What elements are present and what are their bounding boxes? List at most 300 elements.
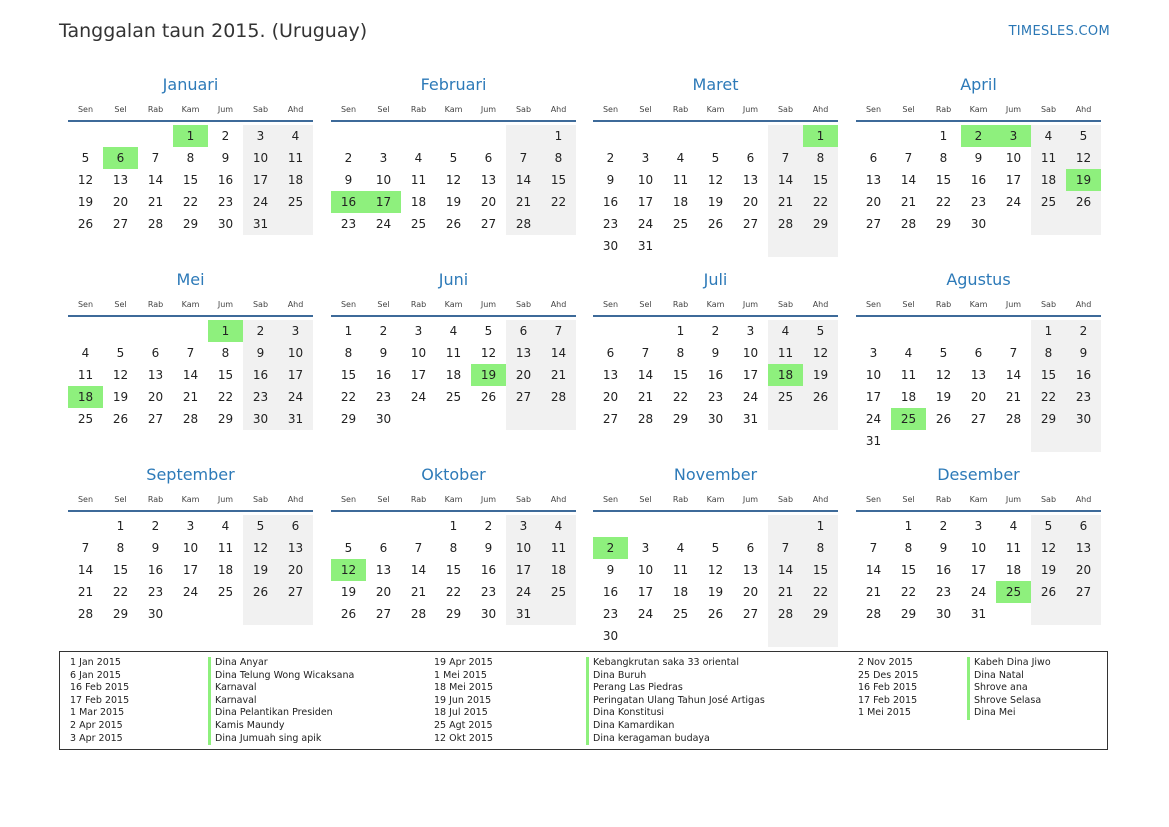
legend-holiday-name: Kabeh Dina Jiwo	[967, 657, 1051, 670]
weekend-shade	[541, 408, 576, 430]
legend-holiday-name: Peringatan Ulang Tahun José Artigas	[586, 695, 765, 708]
weekday-label: Rab	[672, 105, 689, 114]
calendar-date: 25	[217, 585, 234, 599]
calendar-date: 22	[445, 585, 462, 599]
weekday-label: Sab	[252, 300, 269, 309]
weekday-label: Sel	[114, 495, 127, 504]
month-name: Januari	[162, 75, 219, 94]
weekend-shade	[1031, 430, 1066, 452]
calendar-date: 11	[217, 541, 234, 555]
calendar-date: 20	[112, 195, 129, 209]
calendar-date: 11	[410, 173, 427, 187]
calendar-date: 2	[243, 320, 278, 342]
calendar-date: 26	[480, 390, 497, 404]
holiday-date: 3	[996, 125, 1031, 147]
calendar-date: 15	[803, 559, 838, 581]
calendar-date: 25	[445, 390, 462, 404]
month-divider	[593, 510, 838, 512]
calendar-date: 8	[116, 541, 125, 555]
calendar-date: 27	[1066, 581, 1101, 603]
calendar-date: 29	[217, 412, 234, 426]
calendar-date: 8	[939, 151, 948, 165]
calendar-date: 5	[344, 541, 353, 555]
calendar-date: 27	[480, 217, 497, 231]
calendar-date: 26	[445, 217, 462, 231]
weekend-shade	[1066, 430, 1101, 452]
calendar-date: 4	[449, 324, 458, 338]
holiday-date: 6	[103, 147, 138, 169]
calendar-date: 26	[707, 217, 724, 231]
calendar-date: 12	[112, 368, 129, 382]
calendar-date: 28	[541, 386, 576, 408]
calendar-date: 8	[449, 541, 458, 555]
month-desember	[856, 465, 1101, 655]
calendar-date: 1	[1031, 320, 1066, 342]
weekend-shade	[803, 235, 838, 257]
calendar-date: 16	[602, 195, 619, 209]
calendar-date: 30	[217, 217, 234, 231]
calendar-date: 27	[147, 412, 164, 426]
calendar-date: 31	[506, 603, 541, 625]
weekend-shade	[768, 125, 803, 147]
calendar-date: 29	[340, 412, 357, 426]
calendar-date: 10	[637, 173, 654, 187]
weekday-label: Sen	[77, 105, 94, 114]
calendar-date: 15	[803, 169, 838, 191]
month-juli	[593, 270, 838, 460]
calendar-date: 10	[506, 537, 541, 559]
weekend-shade	[803, 625, 838, 647]
calendar-date: 7	[151, 151, 160, 165]
month-divider	[593, 120, 838, 122]
calendar-date: 10	[278, 342, 313, 364]
weekday-label: Sen	[602, 495, 619, 504]
calendar-date: 22	[217, 390, 234, 404]
calendar-date: 10	[375, 173, 392, 187]
calendar-date: 19	[707, 585, 724, 599]
calendar-date: 21	[182, 390, 199, 404]
calendar-date: 17	[243, 169, 278, 191]
calendar-date: 22	[182, 195, 199, 209]
calendar-date: 9	[221, 151, 230, 165]
calendar-date: 19	[1031, 559, 1066, 581]
holiday-date: 2	[961, 125, 996, 147]
calendar-date: 24	[182, 585, 199, 599]
calendar-date: 7	[1009, 346, 1018, 360]
calendar-date: 26	[803, 386, 838, 408]
calendar-date: 8	[344, 346, 353, 360]
month-agustus	[856, 270, 1101, 460]
calendar-date: 20	[742, 585, 759, 599]
weekday-label: Ahd	[287, 105, 304, 114]
legend-holiday-name: Kebangkrutan saka 33 oriental	[586, 657, 739, 670]
calendar-date: 24	[742, 390, 759, 404]
calendar-date: 23	[375, 390, 392, 404]
calendar-date: 14	[77, 563, 94, 577]
calendar-date: 7	[869, 541, 878, 555]
legend-holiday-name: Dina keragaman budaya	[586, 733, 710, 746]
calendar-date: 31	[742, 412, 759, 426]
calendar-date: 7	[768, 147, 803, 169]
weekday-label: Rab	[147, 300, 164, 309]
calendar-date: 14	[147, 173, 164, 187]
calendar-date: 19	[243, 559, 278, 581]
calendar-date: 6	[484, 151, 493, 165]
calendar-date: 28	[865, 607, 882, 621]
calendar-date: 14	[768, 169, 803, 191]
calendar-date: 25	[410, 217, 427, 231]
calendar-date: 12	[1066, 147, 1101, 169]
calendar-date: 6	[869, 151, 878, 165]
calendar-date: 22	[803, 191, 838, 213]
calendar-date: 26	[243, 581, 278, 603]
calendar-date: 17	[1005, 173, 1022, 187]
holiday-date: 17	[366, 191, 401, 213]
calendar-date: 16	[1066, 364, 1101, 386]
calendar-date: 9	[606, 563, 615, 577]
legend-holiday-name: Perang Las Piedras	[586, 682, 683, 695]
calendar-date: 23	[1066, 386, 1101, 408]
calendar-date: 31	[637, 239, 654, 253]
calendar-date: 12	[707, 563, 724, 577]
calendar-date: 8	[221, 346, 230, 360]
calendar-date: 9	[344, 173, 353, 187]
calendar-date: 1	[449, 519, 458, 533]
calendar-date: 2	[711, 324, 720, 338]
calendar-date: 13	[506, 342, 541, 364]
calendar-date: 21	[147, 195, 164, 209]
calendar-date: 12	[77, 173, 94, 187]
calendar-date: 16	[217, 173, 234, 187]
calendar-date: 21	[637, 390, 654, 404]
weekday-label: Jum	[1005, 300, 1022, 309]
legend-holiday-name: Dina Pelantikan Presiden	[208, 707, 333, 720]
calendar-date: 14	[1005, 368, 1022, 382]
calendar-date: 24	[410, 390, 427, 404]
calendar-date: 18	[217, 563, 234, 577]
weekday-label: Kam	[969, 105, 988, 114]
weekend-shade	[1031, 213, 1066, 235]
weekday-label: Sab	[252, 495, 269, 504]
calendar-date: 20	[970, 390, 987, 404]
calendar-date: 7	[506, 147, 541, 169]
calendar-date: 5	[484, 324, 493, 338]
calendar-date: 14	[541, 342, 576, 364]
weekday-label: Sel	[114, 105, 127, 114]
calendar-date: 9	[711, 346, 720, 360]
calendar-date: 28	[77, 607, 94, 621]
month-divider	[856, 510, 1101, 512]
weekday-label: Ahd	[812, 300, 829, 309]
calendar-date: 15	[900, 563, 917, 577]
calendar-date: 2	[1066, 320, 1101, 342]
holiday-date: 19	[471, 364, 506, 386]
calendar-date: 7	[186, 346, 195, 360]
weekday-label: Sen	[340, 105, 357, 114]
calendar-date: 13	[375, 563, 392, 577]
weekday-label: Kam	[444, 495, 463, 504]
weekend-shade	[803, 408, 838, 430]
calendar-date: 4	[541, 515, 576, 537]
calendar-date: 22	[1031, 386, 1066, 408]
calendar-date: 29	[182, 217, 199, 231]
month-november	[593, 465, 838, 655]
weekend-shade	[768, 515, 803, 537]
legend-date: 1 Mei 2015	[434, 669, 487, 681]
weekday-label: Sel	[114, 300, 127, 309]
calendar-date: 12	[935, 368, 952, 382]
weekday-label: Sen	[77, 495, 94, 504]
weekday-label: Jum	[217, 105, 234, 114]
calendar-date: 8	[803, 537, 838, 559]
calendar-date: 11	[278, 147, 313, 169]
legend-holiday-name: Dina Buruh	[586, 670, 646, 683]
weekday-label: Sel	[639, 495, 652, 504]
calendar-date: 9	[379, 346, 388, 360]
calendar-date: 15	[182, 173, 199, 187]
calendar-date: 4	[221, 519, 230, 533]
weekday-label: Sel	[377, 300, 390, 309]
weekend-shade	[506, 408, 541, 430]
calendar-date: 4	[676, 541, 685, 555]
calendar-date: 11	[77, 368, 94, 382]
calendar-date: 24	[243, 191, 278, 213]
holiday-date: 1	[208, 320, 243, 342]
calendar-date: 25	[1031, 191, 1066, 213]
calendar-date: 4	[1031, 125, 1066, 147]
weekend-shade	[541, 213, 576, 235]
month-september	[68, 465, 313, 655]
weekday-label: Rab	[935, 105, 952, 114]
calendar-date: 8	[676, 346, 685, 360]
calendar-date: 1	[803, 515, 838, 537]
calendar-date: 27	[602, 412, 619, 426]
calendar-date: 6	[151, 346, 160, 360]
calendar-date: 28	[182, 412, 199, 426]
month-divider	[593, 315, 838, 317]
calendar-date: 24	[506, 581, 541, 603]
calendar-date: 17	[637, 195, 654, 209]
legend-holiday-name: Kamis Maundy	[208, 720, 284, 733]
calendar-date: 5	[1066, 125, 1101, 147]
calendar-date: 27	[742, 607, 759, 621]
calendar-date: 25	[541, 581, 576, 603]
weekday-label: Kam	[181, 300, 200, 309]
calendar-date: 14	[506, 169, 541, 191]
calendar-date: 6	[379, 541, 388, 555]
calendar-date: 23	[147, 585, 164, 599]
calendar-date: 30	[602, 629, 619, 643]
holiday-date: 18	[68, 386, 103, 408]
calendar-date: 7	[768, 537, 803, 559]
weekend-shade	[1031, 603, 1066, 625]
calendar-date: 19	[77, 195, 94, 209]
calendar-date: 12	[243, 537, 278, 559]
calendar-date: 3	[746, 324, 755, 338]
month-februari	[331, 75, 576, 265]
calendar-date: 14	[637, 368, 654, 382]
calendar-date: 22	[541, 191, 576, 213]
calendar-date: 23	[217, 195, 234, 209]
calendar-date: 18	[672, 585, 689, 599]
weekday-label: Rab	[410, 105, 427, 114]
calendar-date: 16	[935, 563, 952, 577]
calendar-date: 11	[1031, 147, 1066, 169]
calendar-date: 29	[445, 607, 462, 621]
calendar-date: 22	[340, 390, 357, 404]
calendar-date: 9	[974, 151, 983, 165]
legend-date: 18 Jul 2015	[434, 707, 488, 719]
weekday-label: Sel	[639, 300, 652, 309]
weekday-label: Sab	[1040, 495, 1057, 504]
calendar-date: 5	[449, 151, 458, 165]
weekday-label: Jum	[217, 300, 234, 309]
weekday-label: Sab	[1040, 105, 1057, 114]
weekday-label: Kam	[969, 300, 988, 309]
calendar-date: 3	[506, 515, 541, 537]
calendar-date: 21	[1005, 390, 1022, 404]
calendar-date: 19	[803, 364, 838, 386]
calendar-date: 28	[147, 217, 164, 231]
calendar-date: 26	[340, 607, 357, 621]
weekday-label: Sen	[340, 495, 357, 504]
calendar-date: 13	[112, 173, 129, 187]
calendar-date: 5	[243, 515, 278, 537]
calendar-date: 17	[506, 559, 541, 581]
month-name: Desember	[937, 465, 1020, 484]
weekday-label: Ahd	[550, 495, 567, 504]
calendar-date: 17	[182, 563, 199, 577]
weekday-label: Jum	[217, 495, 234, 504]
calendar-date: 7	[81, 541, 90, 555]
calendar-date: 6	[1066, 515, 1101, 537]
month-divider	[331, 315, 576, 317]
calendar-date: 22	[900, 585, 917, 599]
calendar-date: 13	[147, 368, 164, 382]
calendar-date: 24	[278, 386, 313, 408]
month-divider	[331, 510, 576, 512]
calendar-date: 18	[410, 195, 427, 209]
calendar-date: 8	[1031, 342, 1066, 364]
weekday-label: Sel	[902, 105, 915, 114]
calendar-date: 16	[480, 563, 497, 577]
weekday-label: Ahd	[550, 105, 567, 114]
month-name: Juni	[438, 270, 469, 289]
calendar-date: 18	[278, 169, 313, 191]
calendar-date: 5	[711, 541, 720, 555]
calendar-date: 12	[480, 346, 497, 360]
calendar-date: 16	[602, 585, 619, 599]
calendar-date: 26	[77, 217, 94, 231]
calendar-date: 13	[742, 173, 759, 187]
brand-link[interactable]: TIMESLES.COM	[1008, 24, 1110, 39]
holiday-legend	[59, 651, 1108, 750]
calendar-date: 15	[445, 563, 462, 577]
calendar-date: 6	[606, 346, 615, 360]
calendar-date: 13	[970, 368, 987, 382]
calendar-date: 18	[445, 368, 462, 382]
weekday-label: Kam	[444, 300, 463, 309]
calendar-date: 8	[541, 147, 576, 169]
calendar-date: 17	[410, 368, 427, 382]
weekday-label: Sel	[639, 105, 652, 114]
month-januari	[68, 75, 313, 265]
calendar-date: 12	[445, 173, 462, 187]
calendar-date: 31	[243, 213, 278, 235]
weekend-shade	[768, 625, 803, 647]
weekend-shade	[768, 235, 803, 257]
weekday-label: Kam	[181, 105, 200, 114]
calendar-date: 28	[1005, 412, 1022, 426]
calendar-date: 22	[935, 195, 952, 209]
calendar-date: 9	[151, 541, 160, 555]
legend-date: 2 Apr 2015	[70, 720, 123, 731]
calendar-date: 27	[970, 412, 987, 426]
calendar-date: 10	[243, 147, 278, 169]
weekday-label: Kam	[181, 495, 200, 504]
calendar-date: 17	[278, 364, 313, 386]
holiday-date: 1	[803, 125, 838, 147]
calendar-date: 18	[900, 390, 917, 404]
calendar-date: 6	[278, 515, 313, 537]
calendar-date: 16	[970, 173, 987, 187]
month-name: Agustus	[946, 270, 1011, 289]
weekend-shade	[278, 603, 313, 625]
month-name: Juli	[703, 270, 728, 289]
calendar-date: 24	[865, 412, 882, 426]
calendar-date: 26	[112, 412, 129, 426]
calendar-date: 2	[151, 519, 160, 533]
calendar-date: 25	[672, 217, 689, 231]
calendar-date: 28	[768, 213, 803, 235]
calendar-date: 13	[865, 173, 882, 187]
calendar-date: 18	[541, 559, 576, 581]
calendar-date: 18	[672, 195, 689, 209]
legend-date: 6 Jan 2015	[70, 669, 121, 681]
weekend-shade	[1066, 213, 1101, 235]
calendar-date: 4	[278, 125, 313, 147]
calendar-date: 9	[939, 541, 948, 555]
calendar-date: 31	[278, 408, 313, 430]
weekday-label: Kam	[706, 495, 725, 504]
calendar-date: 6	[974, 346, 983, 360]
calendar-date: 28	[900, 217, 917, 231]
calendar-date: 3	[641, 151, 650, 165]
weekday-label: Rab	[935, 495, 952, 504]
calendar-date: 8	[186, 151, 195, 165]
calendar-date: 10	[1005, 151, 1022, 165]
calendar-date: 20	[742, 195, 759, 209]
calendar-date: 25	[768, 386, 803, 408]
calendar-date: 21	[768, 191, 803, 213]
calendar-date: 11	[900, 368, 917, 382]
calendar-date: 20	[278, 559, 313, 581]
calendar-date: 24	[637, 607, 654, 621]
calendar-date: 19	[112, 390, 129, 404]
calendar-date: 22	[672, 390, 689, 404]
weekday-label: Rab	[147, 105, 164, 114]
calendar-date: 5	[939, 346, 948, 360]
calendar-date: 13	[1066, 537, 1101, 559]
holiday-date: 2	[593, 537, 628, 559]
calendar-date: 19	[445, 195, 462, 209]
calendar-date: 10	[182, 541, 199, 555]
calendar-date: 30	[375, 412, 392, 426]
weekday-label: Sen	[865, 495, 882, 504]
weekday-label: Ahd	[1075, 300, 1092, 309]
calendar-date: 15	[217, 368, 234, 382]
calendar-date: 3	[186, 519, 195, 533]
